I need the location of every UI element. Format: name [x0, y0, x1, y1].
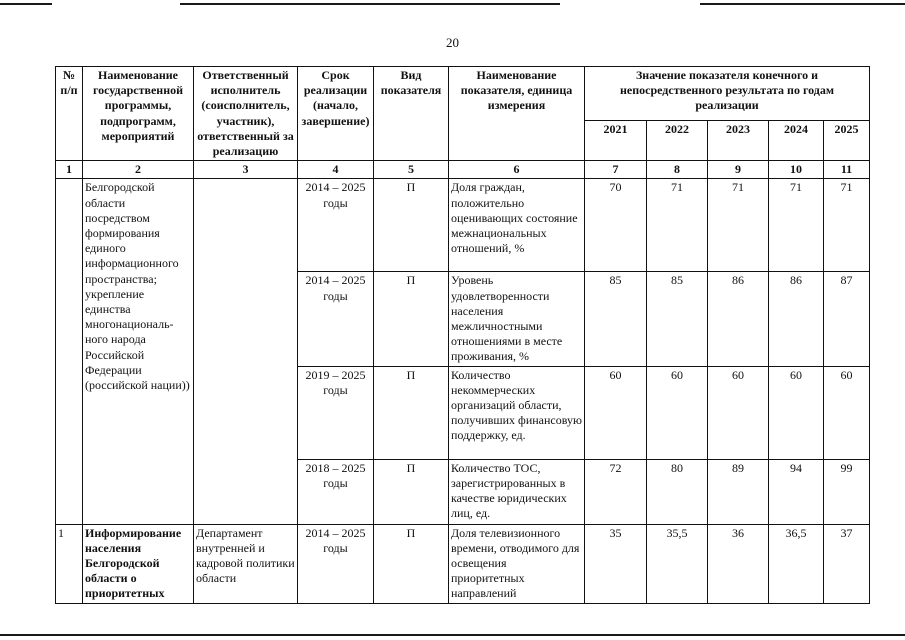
scan-bottom-line	[0, 634, 905, 636]
header-year: 2025	[824, 120, 870, 160]
column-number: 1	[56, 161, 83, 179]
table-row	[56, 524, 870, 603]
header-responsible: Ответственный исполнитель (соисполнитель, участник), ответственный за реализацию	[194, 67, 298, 161]
value-cell: 35	[585, 524, 647, 603]
value-cell: 36	[708, 524, 769, 603]
value-cell: 60	[769, 366, 824, 459]
header-indicator: Наименование показателя, единица измерения	[449, 67, 585, 161]
column-number: 10	[769, 161, 824, 179]
type-cell: П	[374, 366, 449, 459]
value-cell: 71	[769, 179, 824, 272]
measure-responsible-cell: Департамент внутренней и кадровой политики области	[194, 524, 298, 603]
value-cell: 36,5	[769, 524, 824, 603]
header-year: 2024	[769, 120, 824, 160]
value-cell: 80	[647, 459, 708, 524]
type-cell: П	[374, 272, 449, 366]
column-number: 5	[374, 161, 449, 179]
measure-name-cell: Информирование населения Белгородской области о приоритетных	[83, 524, 194, 603]
measure-no-cell: 1	[56, 524, 83, 603]
indicator-cell: Количество некоммерческих организаций области, получивших финансовую поддержку, ед.	[449, 366, 585, 459]
value-cell: 60	[824, 366, 870, 459]
group-no-cell	[56, 179, 83, 524]
value-cell: 94	[769, 459, 824, 524]
scan-top-line-mid	[180, 3, 560, 5]
group-responsible-cell	[194, 179, 298, 524]
value-cell: 60	[585, 366, 647, 459]
indicator-cell: Доля телевизионного времени, отводимого для освещения приоритетных направлений	[449, 524, 585, 603]
value-cell: 37	[824, 524, 870, 603]
term-cell: 2014 – 2025 годы	[298, 272, 374, 366]
value-cell: 72	[585, 459, 647, 524]
value-cell: 85	[585, 272, 647, 366]
value-cell: 86	[708, 272, 769, 366]
indicator-cell: Количество ТОС, зарегистрированных в качестве юридических лиц, ед.	[449, 459, 585, 524]
value-cell: 35,5	[647, 524, 708, 603]
column-number: 7	[585, 161, 647, 179]
term-cell: 2019 – 2025 годы	[298, 366, 374, 459]
value-cell: 70	[585, 179, 647, 272]
column-number: 6	[449, 161, 585, 179]
value-cell: 60	[647, 366, 708, 459]
column-number: 9	[708, 161, 769, 179]
term-cell: 2018 – 2025 годы	[298, 459, 374, 524]
type-cell: П	[374, 524, 449, 603]
scan-top-line-left	[0, 3, 52, 5]
column-number: 11	[824, 161, 870, 179]
header-values-group: Значение показателя конечного и непосредственного результата по годам реализации	[585, 67, 870, 121]
indicator-cell: Доля граждан, положительно оценивающих состояние межнациональных отношений, %	[449, 179, 585, 272]
header-no: № п/п	[56, 67, 83, 161]
term-cell: 2014 – 2025 годы	[298, 179, 374, 272]
value-cell: 89	[708, 459, 769, 524]
value-cell: 87	[824, 272, 870, 366]
column-number: 8	[647, 161, 708, 179]
header-term: Срок реализации (начало, завершение)	[298, 67, 374, 161]
type-cell: П	[374, 459, 449, 524]
value-cell: 99	[824, 459, 870, 524]
type-cell: П	[374, 179, 449, 272]
group-name-cell: Белгородской области посредством формирования единого информационного пространства; укрепление единства многонациональ-ного народа Российской Федерации (российской нации))	[83, 179, 194, 524]
value-cell: 85	[647, 272, 708, 366]
header-name: Наименование государственной программы, подпрограмм, мероприятий	[83, 67, 194, 161]
header-type: Вид показателя	[374, 67, 449, 161]
term-cell: 2014 – 2025 годы	[298, 524, 374, 603]
value-cell: 71	[708, 179, 769, 272]
table-row	[56, 179, 870, 272]
value-cell: 71	[647, 179, 708, 272]
indicator-cell: Уровень удовлетворенности населения межличностными отношениями в месте проживания, %	[449, 272, 585, 366]
value-cell: 86	[769, 272, 824, 366]
indicator-table	[55, 66, 870, 604]
column-number: 2	[83, 161, 194, 179]
column-number-row	[56, 161, 870, 179]
column-number: 3	[194, 161, 298, 179]
header-year: 2022	[647, 120, 708, 160]
header-year: 2023	[708, 120, 769, 160]
header-row	[56, 67, 870, 121]
header-year: 2021	[585, 120, 647, 160]
page-number: 20	[446, 35, 459, 50]
value-cell: 60	[708, 366, 769, 459]
value-cell: 71	[824, 179, 870, 272]
column-number: 4	[298, 161, 374, 179]
scan-top-line-right	[700, 3, 905, 5]
